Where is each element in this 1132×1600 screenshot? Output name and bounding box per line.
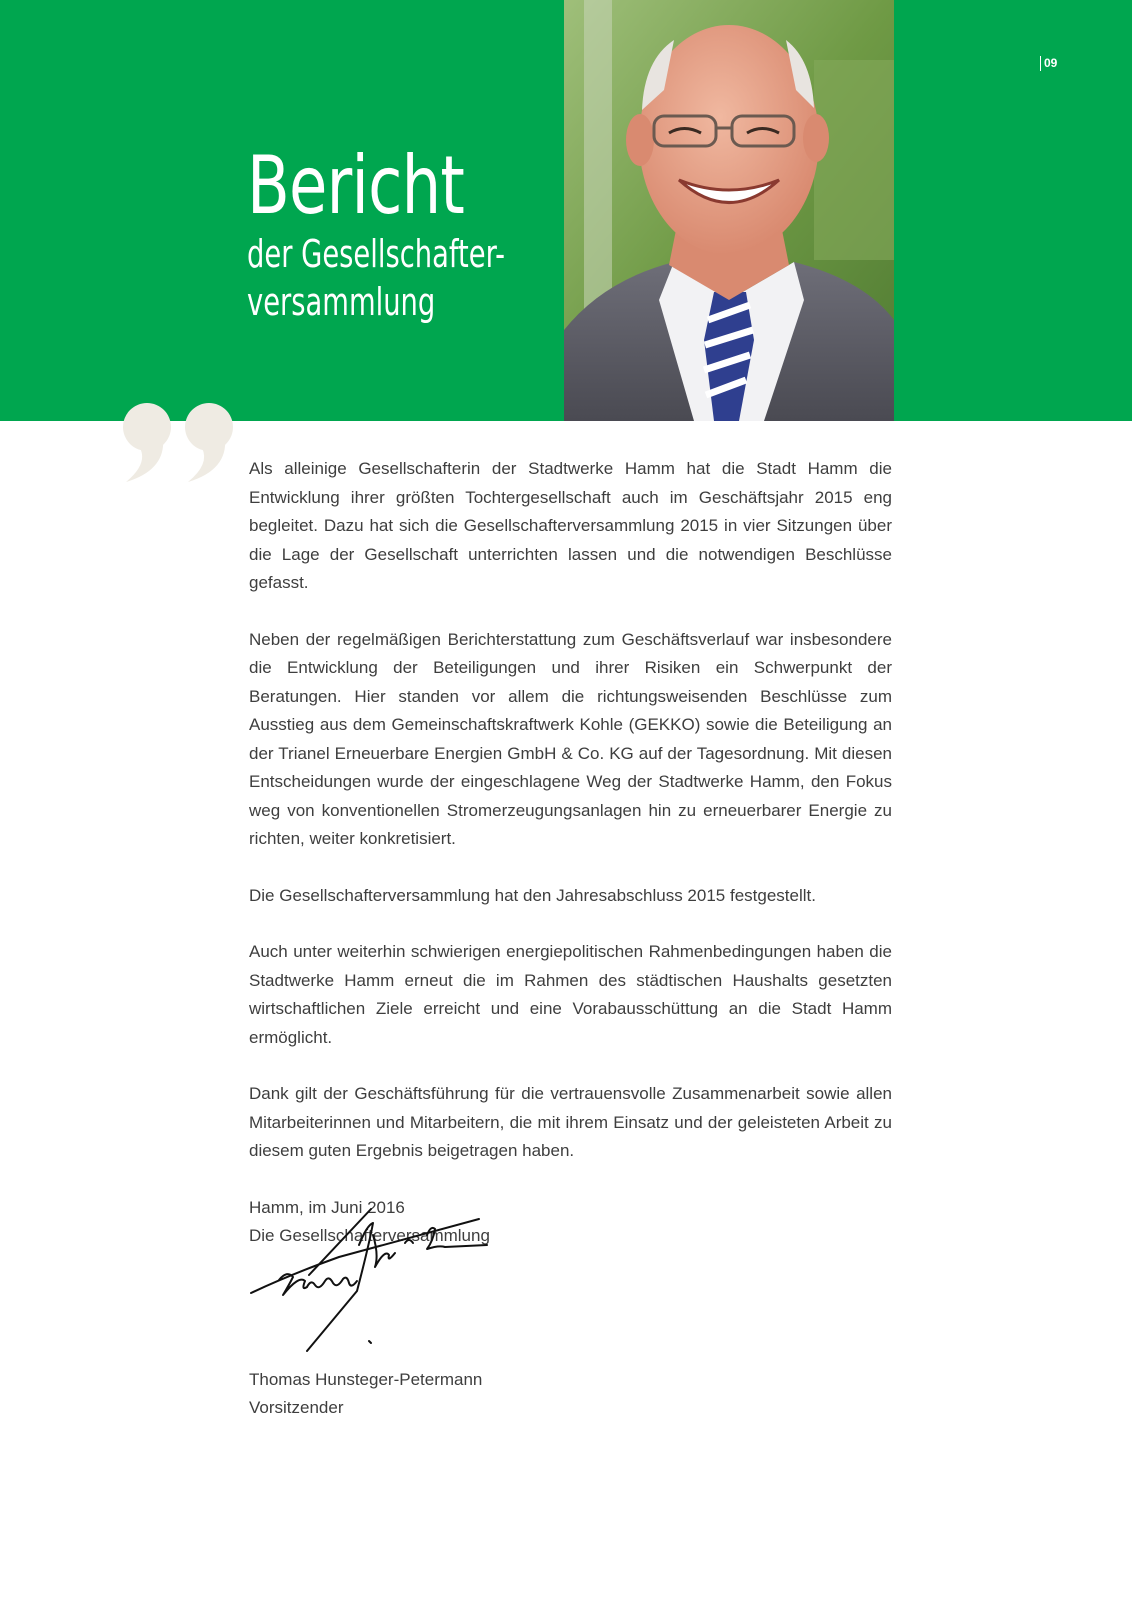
- signer-block: [249, 1366, 482, 1422]
- signer-role: Vorsitzender: [249, 1398, 344, 1417]
- page-title: Bericht: [247, 139, 465, 232]
- page-subtitle-line-2: versammlung: [247, 280, 436, 324]
- place-date: Hamm, im Juni 2016: [249, 1197, 405, 1217]
- paragraph: Als alleinige Gesellschafterin der Stadtwerke Hamm hat die Stadt Hamm die Entwicklung ihrer größten Tochtergesellschaft auch im Geschäftsjahr 2015 eng begleitet. Dazu hat sich die Gesellschafterversammlung 2015 in vier Sitzungen über die Lage der Gesellschaft unterrichten lassen und die notwendigen Beschlüsse gefasst.: [249, 459, 892, 592]
- paragraph: Dank gilt der Geschäftsführung für die vertrauensvolle Zusammenarbeit sowie allen Mitarbeiterinnen und Mitarbeitern, die mit ihrem Einsatz und der geleisteten Arbeit zu diesem guten Ergebnis beigetragen haben.: [249, 1084, 892, 1160]
- paragraph: Die Gesellschafterversammlung hat den Jahresabschluss 2015 festgestellt.: [249, 885, 816, 905]
- quote-mark-icon: [118, 398, 244, 484]
- page-number: 09: [1040, 56, 1057, 71]
- paragraph: Auch unter weiterhin schwierigen energiepolitischen Rahmenbedingungen haben die Stadtwerke Hamm erneut die im Rahmen des städtischen Haushalts gesetzten wirtschaftlichen Ziele erreicht und eine Vorabausschüttung an die Stadt Hamm ermöglicht.: [249, 942, 892, 1047]
- portrait-photo: [564, 0, 894, 421]
- body-text: [249, 455, 892, 1250]
- organization: Die Gesellschafterversammlung: [249, 1225, 490, 1245]
- signer-name: Thomas Hunsteger-Petermann: [249, 1370, 483, 1389]
- title-block: [247, 140, 605, 328]
- paragraph: Neben der regelmäßigen Berichterstattung zum Geschäftsverlauf war insbesondere die Entwicklung der Beteiligungen und ihrer Risiken ein Schwerpunkt der Beratungen. Hier standen vor allem die richtungsweisenden Beschlüsse zum Ausstieg aus dem Gemeinschaftskraftwerk Kohle (GEKKO) sowie die Beteiligung an der Trianel Erneuerbare Energien GmbH & Co. KG auf der Tagesordnung. Mit diesen Entscheidungen wurde der eingeschlagene Weg der Stadtwerke Hamm, den Fokus weg von konventionellen Stromerzeugungsanlagen hin zu erneuerbarer Energie zu richten, weiter konkretisiert.: [249, 629, 892, 848]
- signature-image: [249, 1205, 489, 1355]
- page-subtitle-line-1: der Gesellschafter-: [247, 232, 505, 276]
